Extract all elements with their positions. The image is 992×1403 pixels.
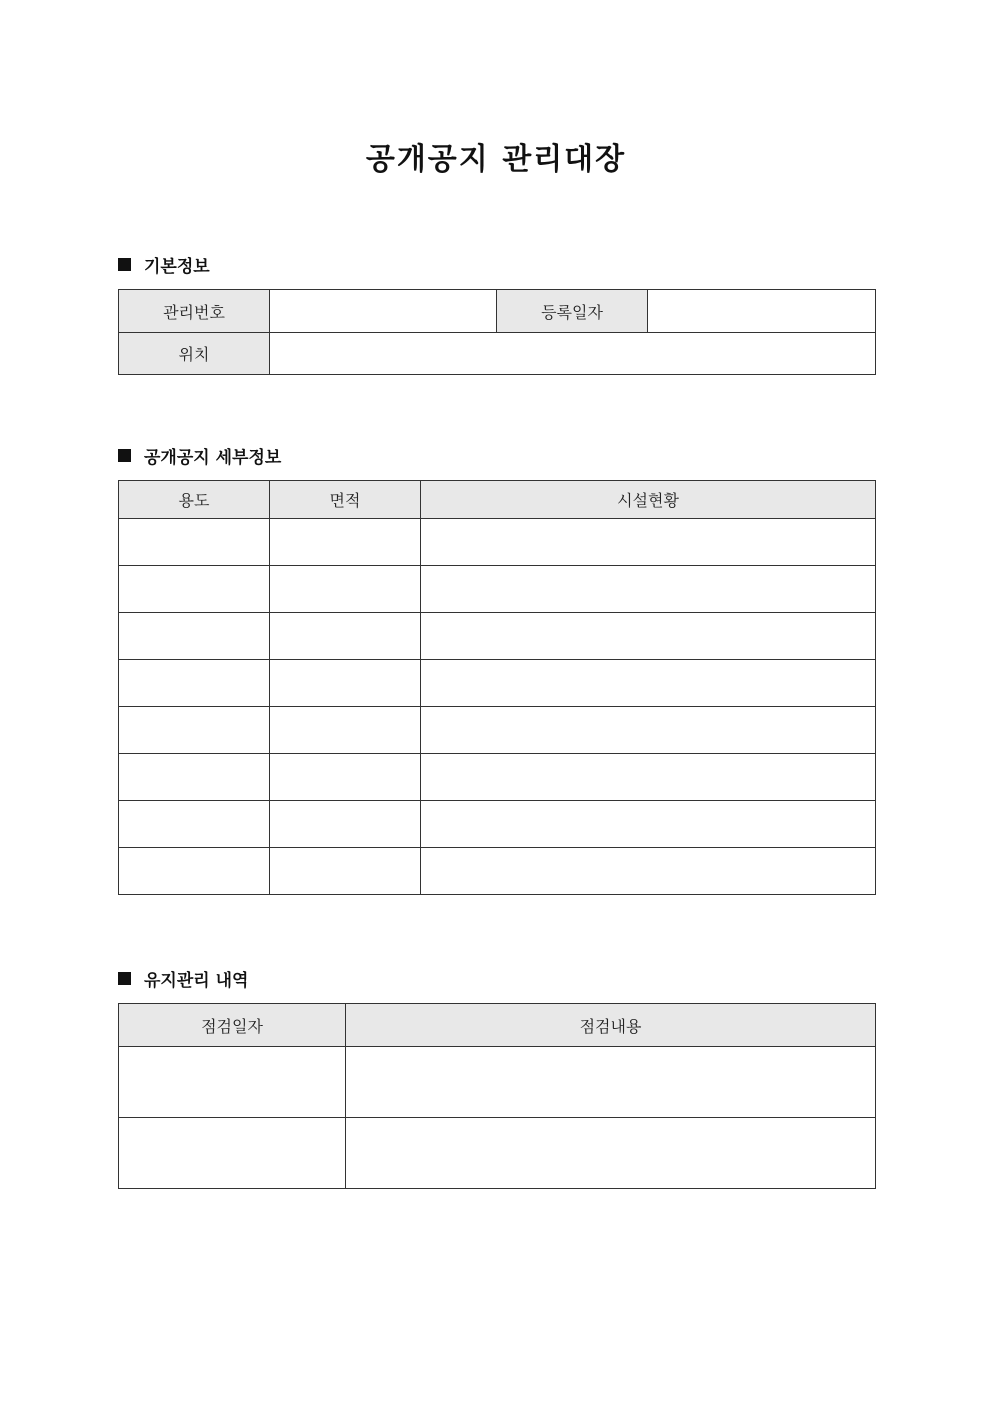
location-label: 위치 <box>119 333 270 375</box>
detail-info-heading <box>118 442 281 468</box>
table-row <box>119 660 876 707</box>
table-row <box>119 566 876 613</box>
usage-cell[interactable] <box>119 613 270 660</box>
facility-status-cell[interactable] <box>421 754 876 801</box>
area-cell[interactable] <box>270 613 421 660</box>
table-row <box>119 1047 876 1118</box>
maintenance-heading-label: 유지관리 내역 <box>144 970 249 991</box>
facility-status-cell[interactable] <box>421 566 876 613</box>
maintenance-heading <box>118 965 248 991</box>
facility-status-cell[interactable] <box>421 848 876 895</box>
column-header-inspection-details: 점검내용 <box>346 1004 876 1047</box>
management-number-label: 관리번호 <box>119 290 270 333</box>
square-bullet-icon <box>118 449 131 462</box>
usage-cell[interactable] <box>119 801 270 848</box>
area-cell[interactable] <box>270 754 421 801</box>
detail-info-heading-label: 공개공지 세부정보 <box>144 447 282 468</box>
facility-status-cell[interactable] <box>421 519 876 566</box>
basic-info-heading <box>118 251 210 277</box>
table-row <box>119 613 876 660</box>
basic-info-table <box>118 289 876 375</box>
table-row <box>119 707 876 754</box>
column-header-facility-status: 시설현황 <box>421 481 876 519</box>
maintenance-table <box>118 1003 876 1189</box>
area-cell[interactable] <box>270 660 421 707</box>
column-header-inspection-date: 점검일자 <box>119 1004 346 1047</box>
table-row <box>119 519 876 566</box>
document-title: 공개공지 관리대장 <box>365 142 627 177</box>
column-header-usage: 용도 <box>119 481 270 519</box>
table-row <box>119 754 876 801</box>
management-number-field[interactable] <box>270 290 497 333</box>
usage-cell[interactable] <box>119 660 270 707</box>
table-row <box>119 1118 876 1189</box>
table-row <box>119 848 876 895</box>
inspection-date-cell[interactable] <box>119 1118 346 1189</box>
detail-info-table <box>118 480 876 895</box>
basic-info-heading-label: 기본정보 <box>144 256 210 277</box>
column-header-area: 면적 <box>270 481 421 519</box>
inspection-details-cell[interactable] <box>346 1118 876 1189</box>
inspection-date-cell[interactable] <box>119 1047 346 1118</box>
usage-cell[interactable] <box>119 566 270 613</box>
area-cell[interactable] <box>270 519 421 566</box>
usage-cell[interactable] <box>119 519 270 566</box>
area-cell[interactable] <box>270 848 421 895</box>
table-row <box>119 801 876 848</box>
area-cell[interactable] <box>270 707 421 754</box>
square-bullet-icon <box>118 258 131 271</box>
area-cell[interactable] <box>270 801 421 848</box>
facility-status-cell[interactable] <box>421 707 876 754</box>
location-field[interactable] <box>270 333 876 375</box>
facility-status-cell[interactable] <box>421 660 876 707</box>
facility-status-cell[interactable] <box>421 801 876 848</box>
inspection-details-cell[interactable] <box>346 1047 876 1118</box>
registration-date-label: 등록일자 <box>497 290 648 333</box>
usage-cell[interactable] <box>119 848 270 895</box>
usage-cell[interactable] <box>119 754 270 801</box>
registration-date-field[interactable] <box>648 290 876 333</box>
usage-cell[interactable] <box>119 707 270 754</box>
facility-status-cell[interactable] <box>421 613 876 660</box>
square-bullet-icon <box>118 972 131 985</box>
area-cell[interactable] <box>270 566 421 613</box>
